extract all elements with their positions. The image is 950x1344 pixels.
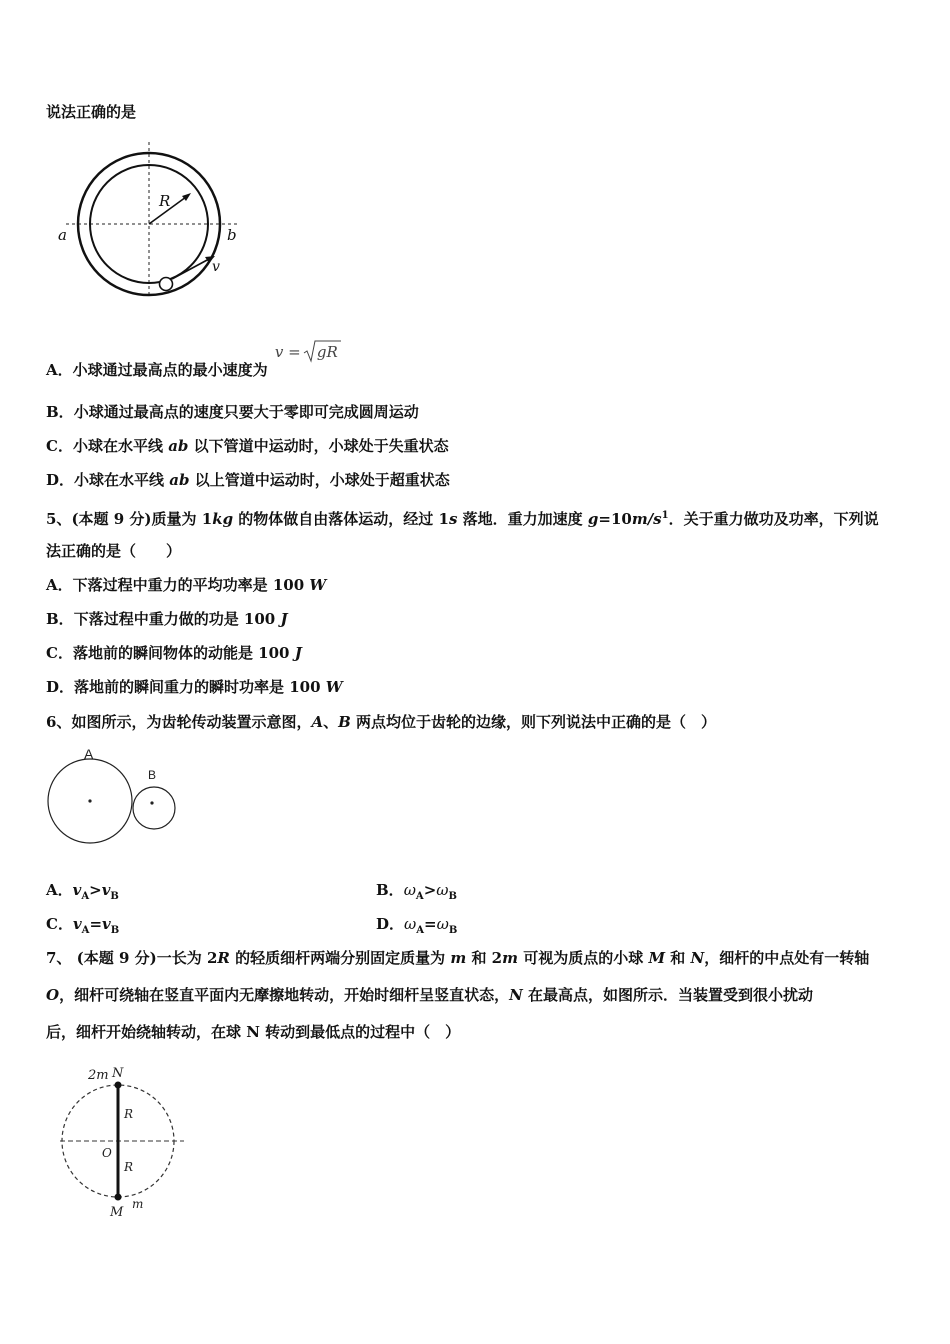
- q7-stem-line2: O，细杆可绕轴在竖直平面内无摩擦地转动，开始时细杆呈竖直状态，N 在最高点，如图所示．当装置受到很小扰动: [46, 986, 814, 1004]
- label-R: R: [159, 192, 171, 210]
- label-m: m: [132, 1197, 144, 1211]
- q7-stem-line1: 7、 (本题 9 分)一长为 2R 的轻质细杆两端分别固定质量为 m 和 2m 可视为质点的小球 M 和 N，细杆的中点处有一转轴: [46, 949, 870, 967]
- q7-stem-line3: 后，细杆开始绕轴转动，在球 N 转动到最低点的过程中（ ）: [46, 1023, 461, 1041]
- q4-option-a[interactable]: A．小球通过最高点的最小速度为 v = gR: [46, 355, 343, 380]
- q5-stem-line2: 法正确的是（ ）: [46, 542, 182, 560]
- q4-option-c[interactable]: C．小球在水平线 ab 以下管道中运动时，小球处于失重状态: [46, 437, 449, 455]
- label-R-top: R: [124, 1107, 134, 1121]
- q5-option-d[interactable]: D．落地前的瞬间重力的瞬时功率是 100 W: [46, 678, 343, 696]
- tube-figure: [52, 140, 252, 300]
- q4-option-d[interactable]: D．小球在水平线 ab 以上管道中运动时，小球处于超重状态: [46, 471, 450, 489]
- label-N: N: [112, 1066, 124, 1081]
- gear-figure: [46, 744, 186, 854]
- ball-M: [115, 1194, 122, 1201]
- question-intro-tail: 说法正确的是: [46, 103, 137, 121]
- q6-option-c[interactable]: C．$v_A=v_B$: [46, 915, 120, 936]
- label-R-bottom: R: [124, 1160, 134, 1174]
- ball: [160, 278, 173, 291]
- q6-option-a[interactable]: A．$v_A>v_B$: [46, 881, 119, 902]
- q5-stem-line1: 5、(本题 9 分)质量为 1kg 的物体做自由落体运动，经过 1s 落地．重力加速度 $g=10m/s^1$．关于重力做功及功率，下列说: [46, 510, 879, 528]
- q6-option-b[interactable]: B．$\omega_A>\omega_B$: [376, 881, 457, 902]
- rod-figure: [56, 1060, 196, 1225]
- label-2m: 2m: [88, 1068, 109, 1083]
- q4-option-b[interactable]: B．小球通过最高点的速度只要大于零即可完成圆周运动: [46, 403, 419, 421]
- gear-b-center: [150, 801, 153, 804]
- label-a: a: [58, 226, 67, 244]
- q5-option-b[interactable]: B．下落过程中重力做的功是 100 J: [46, 610, 288, 628]
- label-B: B: [148, 768, 157, 782]
- gear-b-circle: [133, 787, 175, 829]
- label-A: A: [84, 746, 94, 762]
- label-v: v: [212, 259, 220, 275]
- formula-min-speed: v = gR: [273, 355, 343, 375]
- q5-option-a[interactable]: A．下落过程中重力的平均功率是 100 W: [46, 576, 327, 594]
- q5-option-c[interactable]: C．落地前的瞬间物体的动能是 100 J: [46, 644, 302, 662]
- label-M: M: [110, 1205, 124, 1220]
- label-O: O: [102, 1146, 112, 1160]
- gear-a-center: [88, 799, 91, 802]
- q6-stem: 6、如图所示，为齿轮传动装置示意图，A、B 两点均位于齿轮的边缘，则下列说法中正确的是（ ）: [46, 713, 717, 731]
- ball-N: [115, 1082, 122, 1089]
- label-b: b: [227, 226, 237, 244]
- q6-option-d[interactable]: D．$\omega_A=\omega_B$: [376, 915, 458, 936]
